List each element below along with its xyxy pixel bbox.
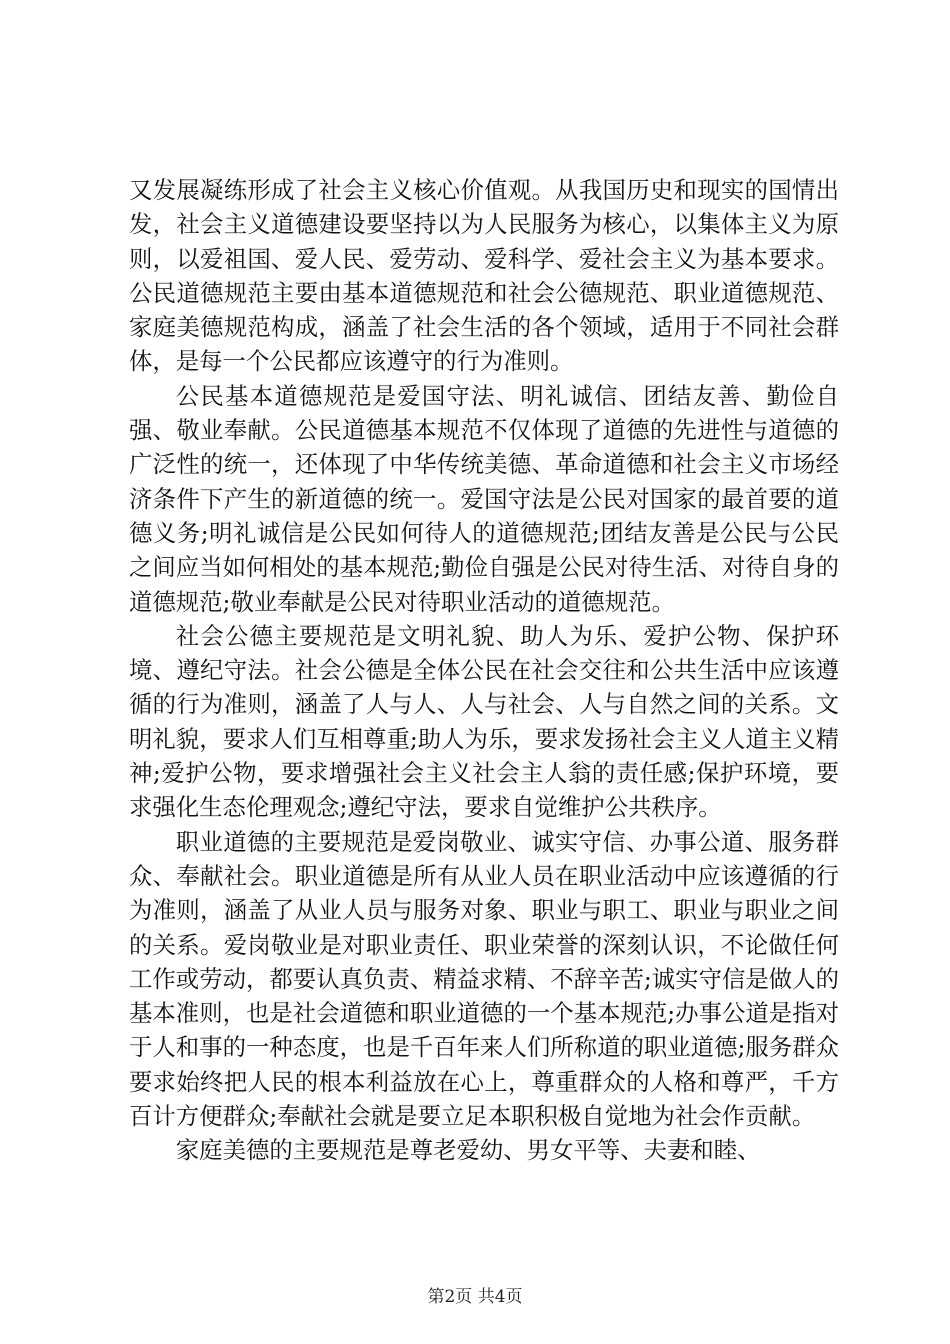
paragraph-professional-ethics: 职业道德的主要规范是爱岗敬业、诚实守信、办事公道、服务群众、奉献社会。职业道德是所有从业人员在职业活动中应该遵循的行为准则，涵盖了从业人员与服务对象、职业与职工、职业与职业之间的关系。爱岗敬业是对职业责任、职业荣誉的深刻认识，不论做任何工作或劳动，都要认真负责、精益求精、不辞辛苦;诚实守信是做人的基本准则，也是社会道德和职业道德的一个基本规范;办事公道是指对于人和事的一种态度，也是千百年来人们所称道的职业道德;服务群众要求始终把人民的根本利益放在心上，尊重群众的人格和尊严，千方百计方便群众;奉献社会就是要立足本职积极自觉地为社会作贡献。: [129, 827, 839, 1131]
paragraph-continuation: 又发展凝练形成了社会主义核心价值观。从我国历史和现实的国情出发，社会主义道德建设要坚持以为人民服务为核心，以集体主义为原则，以爱祖国、爱人民、爱劳动、爱科学、爱社会主义为基本要求。公民道德规范主要由基本道德规范和社会公德规范、职业道德规范、家庭美德规范构成，涵盖了社会生活的各个领域，适用于不同社会群体，是每一个公民都应该遵守的行为准则。: [129, 176, 839, 376]
paragraph-family-virtues: 家庭美德的主要规范是尊老爱幼、男女平等、夫妻和睦、: [175, 1136, 761, 1165]
body-text: [129, 173, 839, 1168]
page-footer: 第2页 共4页: [427, 1287, 523, 1307]
paragraph-basic-norms: 公民基本道德规范是爱国守法、明礼诚信、团结友善、勤俭自强、敬业奉献。公民道德基本规范不仅体现了道德的先进性与道德的广泛性的统一，还体现了中华传统美德、革命道德和社会主义市场经济条件下产生的新道德的统一。爱国守法是公民对国家的最首要的道德义务;明礼诚信是公民如何待人的道德规范;团结友善是公民与公民之间应当如何相处的基本规范;勤俭自强是公民对待生活、对待自身的道德规范;敬业奉献是公民对待职业活动的道德规范。: [129, 381, 839, 616]
paragraph-social-ethics: 社会公德主要规范是文明礼貌、助人为乐、爱护公物、保护环境、遵纪守法。社会公德是全体公民在社会交往和公共生活中应该遵循的行为准则，涵盖了人与人、人与社会、人与自然之间的关系。文明礼貌，要求人们互相尊重;助人为乐，要求发扬社会主义人道主义精神;爱护公物，要求增强社会主义社会主人翁的责任感;保护环境，要求强化生态伦理观念;遵纪守法，要求自觉维护公共秩序。: [129, 621, 839, 822]
